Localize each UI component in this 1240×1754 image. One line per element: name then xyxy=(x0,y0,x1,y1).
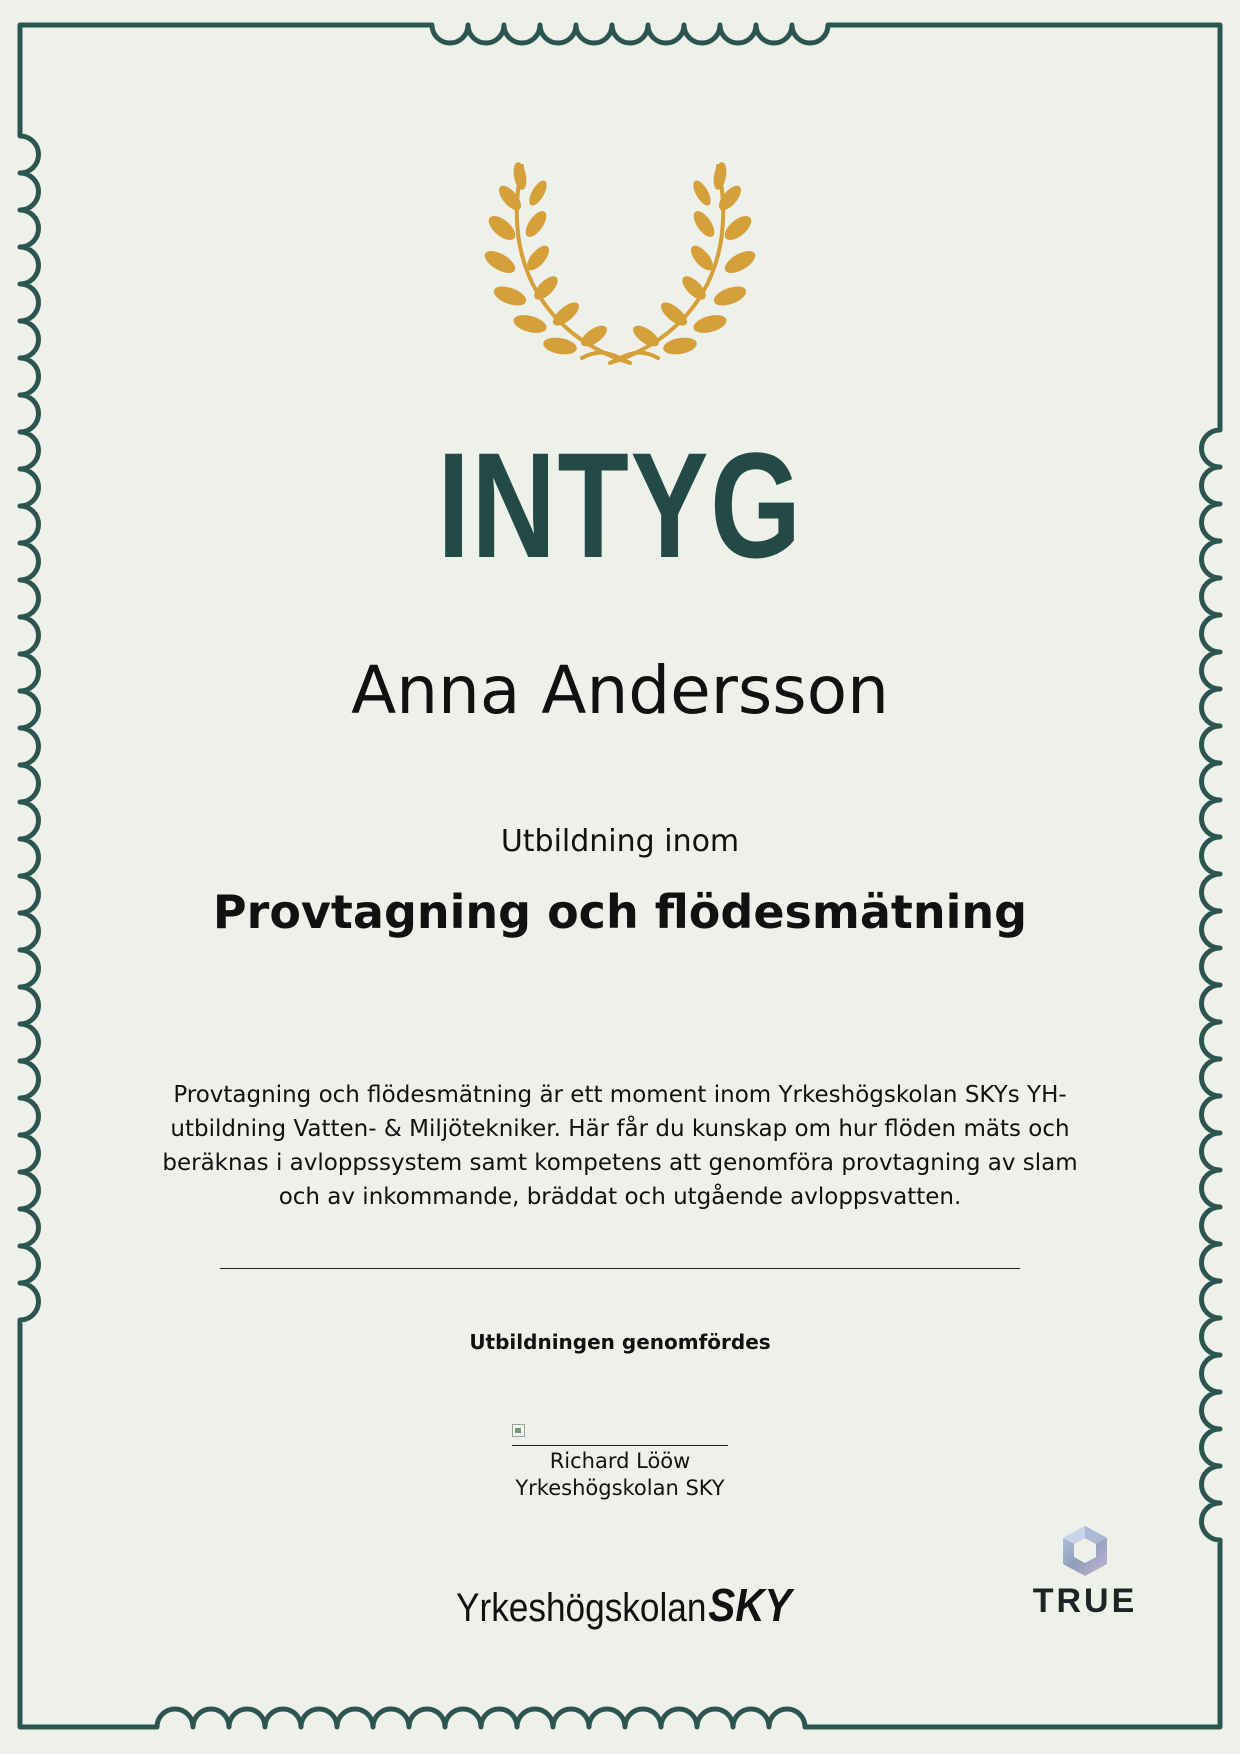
laurel-leaf xyxy=(526,178,550,208)
hexagon-cube-icon xyxy=(1059,1524,1111,1578)
laurel-leaf xyxy=(542,335,578,357)
laurel-leaf xyxy=(721,212,756,245)
yrkeshogskolan-sky-logo xyxy=(456,1580,791,1633)
divider xyxy=(220,1268,1020,1269)
certificate-title: INTYG xyxy=(437,421,803,589)
completed-label: Utbildningen genomfördes xyxy=(469,1330,771,1354)
signer-organization: Yrkeshögskolan SKY xyxy=(515,1476,725,1500)
laurel-leaf xyxy=(512,312,549,336)
laurel-stem xyxy=(582,353,630,363)
org-logo-text: Yrkeshögskolan xyxy=(456,1586,707,1630)
laurel-leaf xyxy=(491,283,528,310)
signature-line xyxy=(512,1445,728,1446)
laurel-leaf xyxy=(522,208,551,241)
org-logo-text-bold: SKY xyxy=(708,1579,792,1631)
laurel-leaf xyxy=(721,247,758,278)
laurel-leaf xyxy=(690,178,714,208)
course-name: Provtagning och flödesmätning xyxy=(212,885,1028,939)
partner-name: TRUE xyxy=(1032,1582,1138,1620)
laurel-leaf xyxy=(481,247,518,278)
laurel-wreath-icon xyxy=(480,158,760,370)
signer-name: Richard Lööw xyxy=(549,1449,691,1473)
laurel-leaf xyxy=(512,161,529,191)
laurel-leaf xyxy=(690,208,719,241)
laurel-leaf xyxy=(485,212,520,245)
true-logo xyxy=(1030,1524,1140,1620)
laurel-leaf xyxy=(692,312,729,336)
course-intro: Utbildning inom xyxy=(500,824,740,859)
recipient-name: Anna Andersson xyxy=(351,652,889,729)
laurel-leaf xyxy=(711,283,748,310)
course-description: Provtagning och flödesmätning är ett moment inom Yrkeshögskolan SKYs YH-utbildning Vatten- & Miljötekniker. Här får du kunskap om hur flöden mäts och beräknas i avloppssystem samt kompetens att genomföra provtagning av slam och av inkommande, bräddat och utgående avloppsvatten. xyxy=(162,1082,1078,1210)
laurel-leaf xyxy=(662,335,698,357)
broken-image-icon xyxy=(512,1424,525,1437)
laurel-leaf xyxy=(712,161,729,191)
